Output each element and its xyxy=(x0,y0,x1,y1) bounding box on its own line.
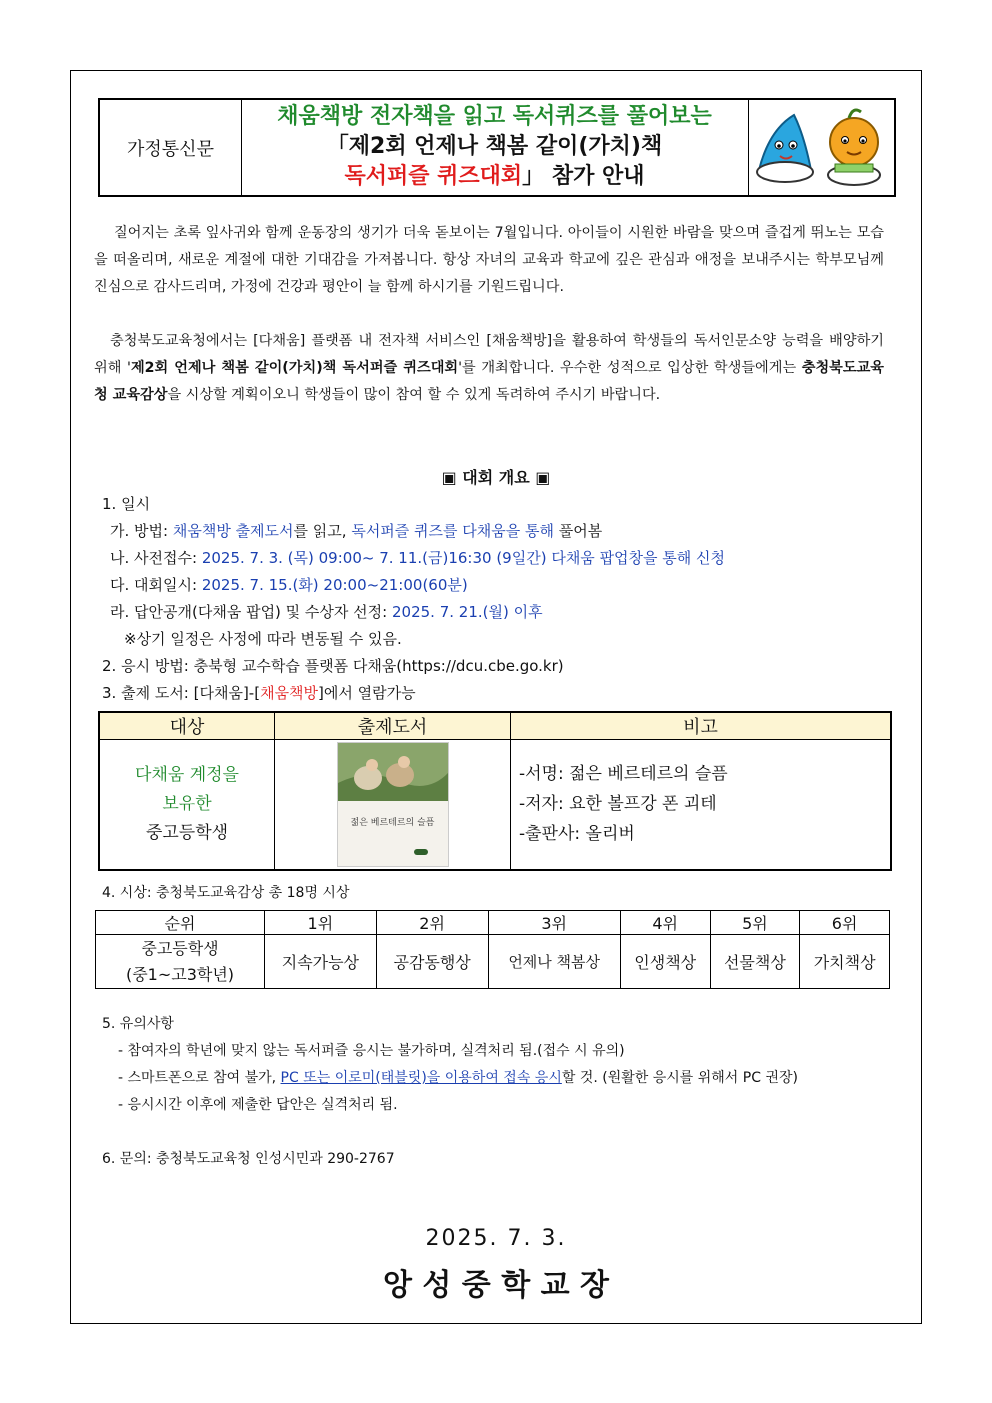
item-a-mid: 를 읽고, xyxy=(293,522,352,540)
section-3-a: 3. 출제 도서: [다채움]-[ xyxy=(102,684,261,702)
target-line-3: 중고등학생 xyxy=(145,822,229,843)
awards-header: 1위 xyxy=(265,911,377,935)
book-table xyxy=(98,711,892,871)
category-label: 가정통신문 xyxy=(100,100,242,195)
book-table-header: 비고 xyxy=(511,712,892,740)
awards-header: 4위 xyxy=(620,911,710,935)
book-table-header: 출제도서 xyxy=(275,712,511,740)
note-title: -서명: 젊은 베르테르의 슬픔 xyxy=(519,764,728,785)
item-d xyxy=(110,601,543,622)
book-cover-cell xyxy=(275,740,511,870)
award-name-cell: 선물책상 xyxy=(710,935,800,989)
awards-table xyxy=(95,910,890,989)
schedule-note: ※상기 일정은 사정에 따라 변동될 수 있음. xyxy=(124,630,402,648)
contact-line: 6. 문의: 충청북도교육청 인성시민과 290-2767 xyxy=(102,1151,395,1167)
awards-header: 순위 xyxy=(96,911,265,935)
awards-header: 5위 xyxy=(710,911,800,935)
cover-title: 젊은 베르테르의 슬픔 xyxy=(350,817,435,828)
title-tail: 」 참가 안내 xyxy=(522,164,645,189)
award-name-cell: 지속가능상 xyxy=(265,935,377,989)
item-b xyxy=(110,547,725,568)
intro-p2-text-2: '를 개최합니다. 우수한 성적으로 입상한 학생들에게는 xyxy=(458,360,802,376)
title-block xyxy=(241,100,748,197)
item-a-book: 채움책방 출제도서 xyxy=(172,522,294,540)
title-highlight: 독서퍼즐 퀴즈대회 xyxy=(344,164,523,189)
mascot-area xyxy=(748,100,895,195)
awards-header: 3위 xyxy=(488,911,620,935)
item-d-label: 라. 답안공개(다채움 팝업) 및 수상자 선정: xyxy=(110,603,392,621)
caution-2-a: - 스마트폰으로 참여 불가, xyxy=(118,1070,281,1086)
footer-date: 2025. 7. 3. xyxy=(425,1226,567,1251)
target-line-1: 다채움 계정을 xyxy=(135,764,239,785)
intro-p2-text-3: 을 시상할 계획이오니 학생들이 많이 참여 할 수 있게 독려하여 주시기 바랍니다. xyxy=(167,387,661,403)
cautions-heading: 5. 유의사항 xyxy=(102,1016,174,1032)
title-line-2: 「제2회 언제나 책봄 같이(가치)책 xyxy=(326,134,663,159)
section-3-heading xyxy=(102,682,416,703)
section-2-heading: 2. 응시 방법: 충북형 교수학습 플랫폼 다채움(https://dcu.cbe.go.kr) xyxy=(102,657,564,675)
item-a-end: 풀어봄 xyxy=(554,522,603,540)
section-3-c: ]에서 열람가능 xyxy=(318,684,416,702)
intro-paragraph-1: 질어지는 초록 잎사귀와 함께 운동장의 생기가 더욱 돋보이는 7월입니다. 아이들이 시원한 바람을 맞으며 즐겁게 뛰노는 모습을 떠올리며, 새로운 계절에 대한 기대감을 가져봅니다. 항상 자녀의 교육과 학교에 깊은 관심과 애정을 보내주시는 학부모님께 진심으로 감사드리며, 가정에 건강과 평안이 늘 함께 하시기를 기원드립니다. xyxy=(94,225,884,295)
note-publisher: -출판사: 올리버 xyxy=(519,824,635,845)
caution-1: - 참여자의 학년에 맞지 않는 독서퍼즐 응시는 불가하며, 실격처리 됨.(접수 시 유의) xyxy=(118,1043,625,1059)
caution-2-link: PC 또는 이로미(태블릿)을 이용하여 접속 응시 xyxy=(280,1070,562,1086)
item-c-value: 2025. 7. 15.(화) 20:00~21:00(60분) xyxy=(201,576,468,594)
award-name-cell: 가치책상 xyxy=(800,935,890,989)
intro-p2-text: 충청북도교육청에서는 [다채움] 플랫폼 내 전자책 서비스인 [채움책방]을 활용하여 학생들의 독서인문소양 능력을 배양하기 위해 ' xyxy=(94,333,884,376)
book-table-header: 대상 xyxy=(99,712,275,740)
mascot-orange-icon xyxy=(828,110,880,185)
award-name-cell: 언제나 책봄상 xyxy=(488,935,620,989)
book-notes xyxy=(511,740,892,870)
section-3-b: 채움책방 xyxy=(260,684,319,702)
intro-paragraph-2 xyxy=(94,328,884,409)
target-line-2: 보유한 xyxy=(162,793,212,814)
title-line-3 xyxy=(241,162,748,192)
award-name: 충청북도교육청 교육감상 xyxy=(94,360,884,403)
awards-header: 6위 xyxy=(800,911,890,935)
contest-name: 제2회 언제나 책봄 같이(가치)책 독서퍼즐 퀴즈대회 xyxy=(130,360,459,376)
row-label-1: 중고등학생 xyxy=(141,938,219,958)
caution-2 xyxy=(118,1067,798,1087)
note-author: -저자: 요한 볼프강 폰 괴테 xyxy=(519,794,717,815)
item-a xyxy=(110,520,602,541)
caution-3: - 응시시간 이후에 제출한 답안은 실격처리 됨. xyxy=(118,1097,398,1113)
awards-heading: 4. 시상: 충청북도교육감상 총 18명 시상 xyxy=(102,885,350,901)
item-a-method: 독서퍼즐 퀴즈를 다채움을 통해 xyxy=(351,522,555,540)
book-target xyxy=(99,740,275,870)
awards-row-label xyxy=(96,935,265,989)
award-name-cell: 공감동행상 xyxy=(376,935,488,989)
item-b-label: 나. 사전접수: xyxy=(110,549,202,567)
title-line-1: 채움책방 전자책을 읽고 독서퀴즈를 풀어보는 xyxy=(277,104,712,129)
footer-school: 앙 성 중 학 교 장 xyxy=(382,1268,610,1303)
book-cover-image xyxy=(337,742,449,867)
item-a-label: 가. 방법: xyxy=(110,522,173,540)
row-label-2: (중1~고3학년) xyxy=(125,964,235,984)
item-c-label: 다. 대회일시: xyxy=(110,576,202,594)
overview-heading: ▣ 대회 개요 ▣ xyxy=(441,468,551,487)
caution-2-c: 할 것. (원활한 응시를 위해서 PC 권장) xyxy=(561,1070,798,1086)
header-box xyxy=(98,98,896,197)
item-b-value: 2025. 7. 3. (목) 09:00~ 7. 11.(금)16:30 (9일간) 다채움 팝업창을 통해 신청 xyxy=(201,549,726,567)
mascot-blue-icon xyxy=(757,115,813,182)
item-d-value: 2025. 7. 21.(월) 이후 xyxy=(391,603,543,621)
awards-header: 2위 xyxy=(376,911,488,935)
item-c xyxy=(110,574,468,595)
award-name-cell: 인생책상 xyxy=(620,935,710,989)
section-1-heading: 1. 일시 xyxy=(102,495,151,513)
